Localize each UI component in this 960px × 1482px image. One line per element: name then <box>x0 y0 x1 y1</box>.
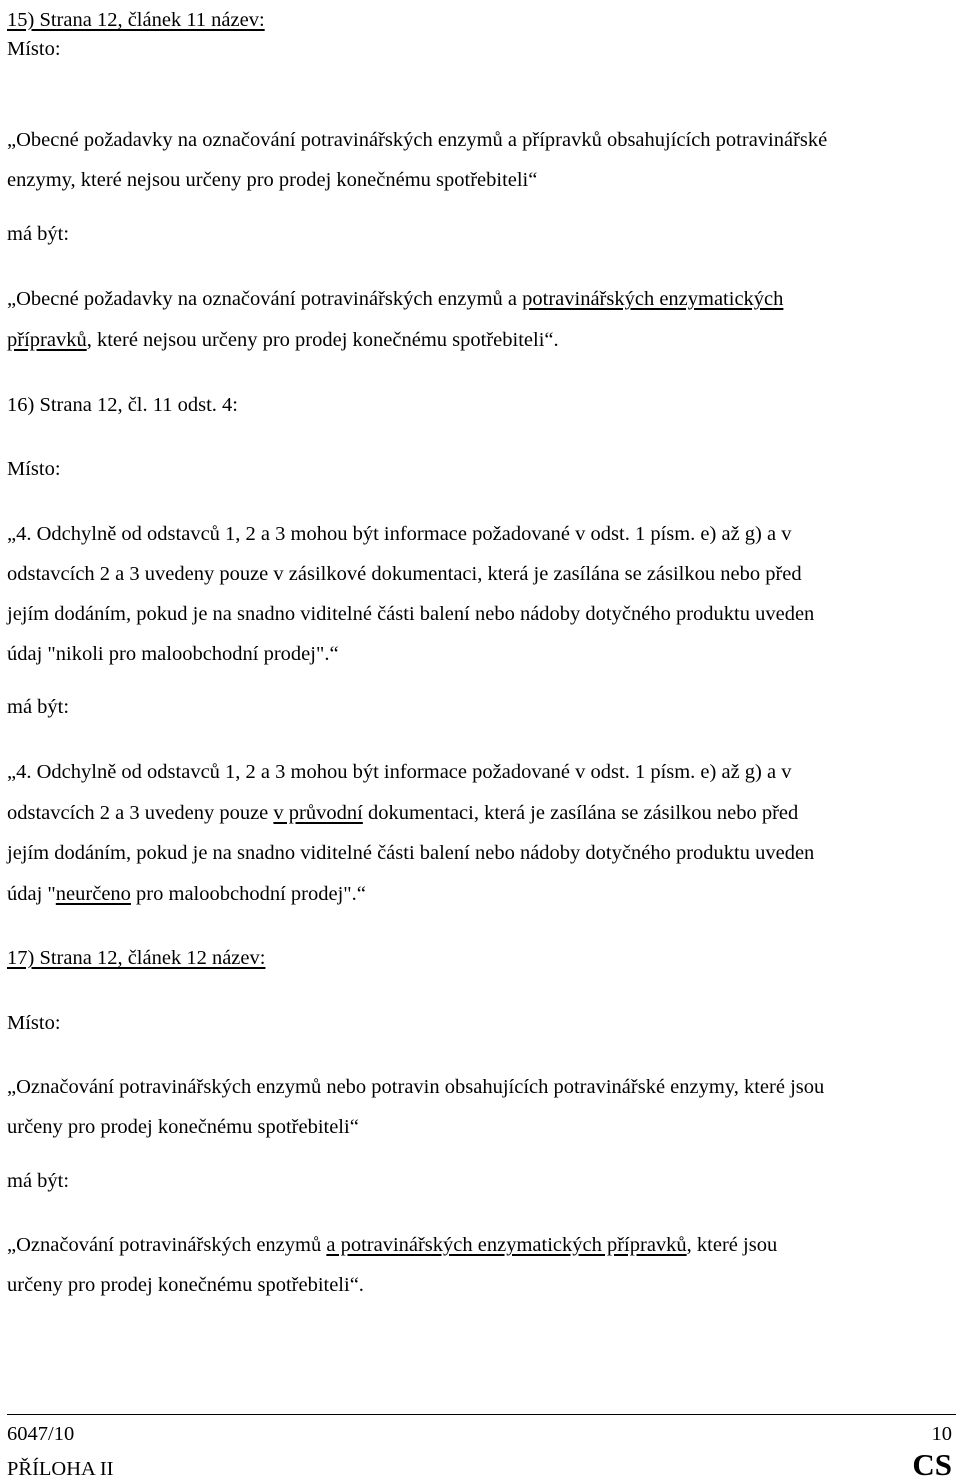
item-16-corrected-line-1: „4. Odchylně od odstavců 1, 2 a 3 mohou být informace požadované v odst. 1 písm. e) až g) a v <box>7 761 792 783</box>
item-15-corrected-line-1: „Obecné požadavky na označování potravinářských enzymů a potravinářských enzymatických <box>7 288 784 310</box>
item-15-heading: 15) Strana 12, článek 11 název: <box>7 9 265 31</box>
item-15-place-label: Místo: <box>7 38 61 60</box>
item-16-corrected-line-2: odstavcích 2 a 3 uvedeny pouze v průvodní dokumentaci, která je zasílána se zásilkou nebo před <box>7 802 799 824</box>
item-16-heading: 16) Strana 12, čl. 11 odst. 4: <box>7 394 238 416</box>
footer-language-code: CS <box>912 1447 952 1482</box>
item-16-original-line-4: údaj "nikoli pro maloobchodní prodej".“ <box>7 643 339 665</box>
item-16-corrected-line-4: údaj "neurčeno pro maloobchodní prodej".“ <box>7 883 366 905</box>
item-17-heading: 17) Strana 12, článek 12 název: <box>7 947 266 969</box>
item-16-original-line-3: jejím dodáním, pokud je na snadno viditelné části balení nebo nádoby dotyčného produktu uveden <box>7 603 815 625</box>
footer-annex: PŘÍLOHA II <box>7 1458 114 1480</box>
footer-page-number: 10 <box>931 1423 952 1445</box>
item-16-original-line-2: odstavcích 2 a 3 uvedeny pouze v zásilkové dokumentaci, která je zasílána se zásilkou nebo před <box>7 563 802 585</box>
item-17-original-line-1: „Označování potravinářských enzymů nebo potravin obsahujících potravinářské enzymy, které jsou <box>7 1076 825 1098</box>
footer-doc-number: 6047/10 <box>7 1423 75 1445</box>
item-16-should-be-label: má být: <box>7 696 70 718</box>
item-17-original-line-2: určeny pro prodej konečnému spotřebiteli“ <box>7 1116 359 1138</box>
item-16-place-label: Místo: <box>7 458 61 480</box>
item-16-corrected-line-3: jejím dodáním, pokud je na snadno viditelné části balení nebo nádoby dotyčného produktu uveden <box>7 842 815 864</box>
item-15-corrected-line-2: přípravků, které nejsou určeny pro prodej konečnému spotřebiteli“. <box>7 329 559 351</box>
item-15-original-line-1: „Obecné požadavky na označování potravinářských enzymů a přípravků obsahujících potravinářské <box>7 129 828 151</box>
item-17-corrected-line-2: určeny pro prodej konečnému spotřebiteli“. <box>7 1274 364 1296</box>
footer-rule <box>7 1414 956 1415</box>
item-17-should-be-label: má být: <box>7 1170 70 1192</box>
item-17-corrected-line-1: „Označování potravinářských enzymů a potravinářských enzymatických přípravků, které jsou <box>7 1234 778 1256</box>
item-15-should-be-label: má být: <box>7 223 70 245</box>
item-16-original-line-1: „4. Odchylně od odstavců 1, 2 a 3 mohou být informace požadované v odst. 1 písm. e) až g) a v <box>7 523 792 545</box>
item-17-place-label: Místo: <box>7 1012 61 1034</box>
item-15-original-line-2: enzymy, které nejsou určeny pro prodej konečnému spotřebiteli“ <box>7 169 538 191</box>
